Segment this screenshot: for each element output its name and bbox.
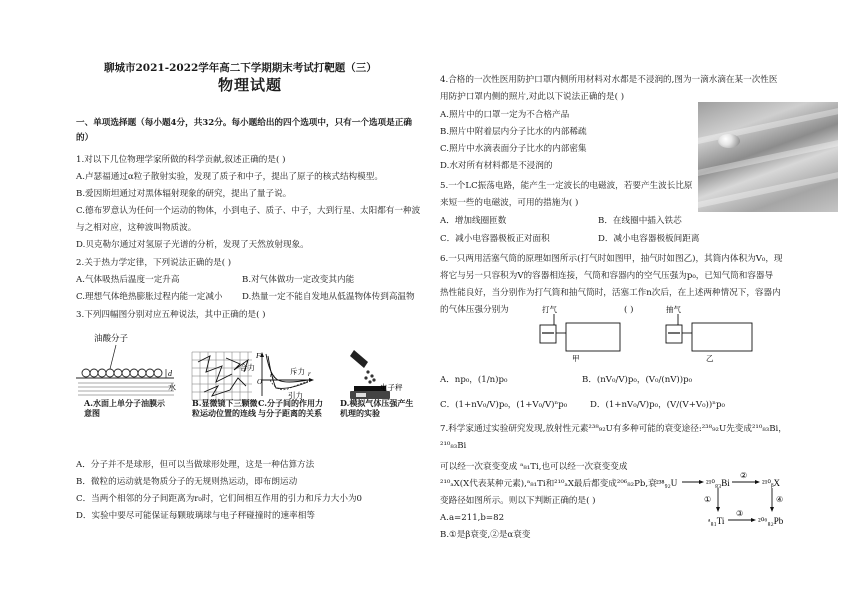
decay-step-1: ① — [704, 495, 712, 504]
q6-option-c: C．(1+nV₀/V)p₀，(1+V₀/V)ⁿp₀ — [440, 400, 568, 410]
uranium-node: ²³⁸₉₂U — [656, 478, 678, 488]
q5-stem-cont: 来短一些的电磁波，可用的措施为( ) — [440, 198, 579, 208]
q4-stem: 4.合格的一次性医用防护口罩内侧所用材料对水都是不浸润的,图为一滴水滴在某一次性医 — [440, 75, 778, 85]
q7-option-a: A.a=211,b=82 — [440, 513, 505, 523]
figure-d-caption: D.模拟气体压强产生机理的实验 — [340, 398, 414, 418]
q3-stem: 3.下列四幅图分别对应五种说法，其中正确的是( ) — [76, 310, 266, 320]
water-drop — [718, 134, 740, 148]
q2-option-d: D.热量一定不能自发地从低温物体传到高温物 — [242, 292, 415, 302]
q1-option-c-cont: 与之相对应，这种波叫物质波。 — [76, 223, 197, 233]
pump-jia-label: 甲 — [572, 354, 580, 363]
q7-stem-line3: 可以经一次衰变变成 ᵃ₈₁Ti,也可以经一次衰变变成 — [440, 462, 628, 472]
net-force-label: 合力 — [240, 363, 255, 372]
q7-stem-line4: ²¹⁰ₐX(X代表某种元素),ᵃ₈₁Ti和²¹⁰ₐX最后都变成²⁰⁶₈₂Pb,衰 — [440, 479, 657, 489]
decay-step-3: ③ — [736, 509, 744, 518]
q4-option-b: B.照片中附着层内分子比水的内部稀疏 — [440, 127, 587, 137]
brownian-motion-figure — [192, 352, 252, 400]
subject-title: 物理试题 — [218, 76, 283, 94]
q5-option-a: A．增加线圈匝数 — [440, 216, 507, 226]
section-heading-cont: 的） — [76, 133, 94, 143]
q6-stem-line2: 将它与另一只容积为V的容器相连接，气筒和容器内的空气压强为p₀，已知气筒和容器导 — [440, 271, 774, 281]
q4-option-a: A.照片中的口罩一定为不合格产品 — [440, 110, 570, 120]
q2-stem: 2.关于热力学定律，下列说法正确的是( ) — [76, 258, 232, 268]
mask-water-drop-photo — [698, 102, 838, 212]
lead-node: ²⁰⁶₈₂Pb — [758, 516, 784, 526]
figure-a-caption: A.水面上单分子油膜示意图 — [84, 398, 165, 418]
q5-option-d: D．减小电容器极板间距离 — [598, 234, 700, 244]
gas-pressure-figure — [340, 348, 404, 402]
decay-step-2: ② — [740, 471, 748, 480]
pump-label: 打气 — [542, 305, 557, 314]
q1-option-b: B.爱因斯坦通过对黑体辐射现象的研究，提出了量子说。 — [76, 189, 292, 199]
q1-option-d: D.贝克勒尔通过对氢原子光谱的分析，发现了天然放射现象。 — [76, 240, 309, 250]
repulsion-label: 斥力 — [290, 367, 305, 376]
water-label: 水 — [168, 383, 176, 392]
exam-title: 聊城市2021-2022学年高二下学期期末考试打靶题（三） — [104, 62, 377, 74]
q6-stem-line1: 6.一只两用活塞气筒的原理如图所示(打气时如图甲，抽气时如图乙)，其筒内体积为V₀，现 — [440, 254, 783, 264]
q3-option-c: C．当两个相邻的分子间距离为r₀时，它们间相互作用的引力和斥力大小为0 — [76, 494, 363, 504]
q6-stem-line3: 热性能良好，当分别作为打气筒和抽气筒时，活塞工作n次后，在上述两种情况下，容器内 — [440, 288, 781, 298]
pump-figure-jia — [520, 303, 626, 363]
balance-label: 电子秤 — [380, 383, 403, 392]
q4-option-c: C.照片中水滴表面分子比水的内部密集 — [440, 144, 587, 154]
q4-stem-cont: 用防护口罩内侧的照片,对此以下说法正确的是( ) — [440, 92, 625, 102]
decay-step-4: ④ — [776, 495, 784, 504]
thickness-label: d — [168, 369, 172, 378]
q4-option-d: D.水对所有材料都是不浸润的 — [440, 161, 553, 171]
q6-answer-blank: ( ) — [624, 305, 634, 315]
q3-option-d: D．实验中要尽可能保证每颗玻璃球与电子秤碰撞时的速率相等 — [76, 511, 315, 521]
oil-film-figure — [76, 327, 178, 397]
q1-option-a: A.卢瑟福通过α粒子散射实验，发现了质子和中子，提出了原子的核式结构模型。 — [76, 172, 383, 182]
origin-label: O — [257, 378, 263, 386]
q1-option-c: C.德布罗意认为任何一个运动的物体，小到电子、质子、中子，大到行星、太阳都有一种波 — [76, 206, 421, 216]
q7-stem-line5: 变路径如图所示。则以下判断正确的是( ) — [440, 496, 596, 506]
q5-stem: 5.一个LC振荡电路，能产生一定波长的电磁波，若要产生波长比原 — [440, 181, 693, 191]
q2-option-a: A.气体吸热后温度一定升高 — [76, 275, 180, 285]
q3-option-a: A．分子并不是球形，但可以当做球形处理，这是一种估算方法 — [76, 460, 315, 470]
figure-b-caption: B.显微镜下三颗微粒运动位置的连线 — [192, 398, 258, 418]
element-x-node: ²¹⁰ᵦX — [762, 478, 781, 488]
q6-option-a: A．np₀，(1/n)p₀ — [440, 375, 508, 385]
distance-axis-label: r — [308, 370, 311, 378]
thallium-node: ᵃ₈₁Ti — [708, 516, 725, 526]
q6-option-d: D．(1+nV₀/V)p₀，(V/(V+V₀))ⁿp₀ — [590, 400, 725, 410]
pump-yi-label: 乙 — [706, 354, 714, 363]
pump-figure-yi — [660, 303, 766, 363]
q5-option-c: C．减小电容器极板正对面积 — [440, 234, 550, 244]
q6-stem-line4: 的气体压强分别为 — [440, 305, 509, 315]
q2-option-c: C.理想气体绝热膨胀过程内能一定减小 — [76, 292, 223, 302]
bismuth-node: ²¹⁰₈₃Bi — [706, 478, 730, 488]
q6-option-b: B．(nV₀/V)p₀，(V₀/(nV))p₀ — [582, 375, 693, 385]
q7-stem-line2: ²¹⁰₈₃Bi — [440, 441, 467, 451]
r0-label: r₀ — [270, 372, 275, 379]
suck-label: 抽气 — [666, 305, 681, 314]
attraction-label: 引力 — [288, 391, 303, 400]
force-axis-label: F — [256, 351, 261, 360]
q1-stem: 1.对以下几位物理学家所做的科学贡献,叙述正确的是( ) — [76, 155, 286, 165]
q3-option-b: B．微粒的运动就是物质分子的无规则热运动，即布朗运动 — [76, 477, 298, 487]
decay-path-diagram — [654, 470, 804, 532]
section-heading: 一、单项选择题（每小题4分，共32分。每小题给出的四个选项中，只有一个选项是正确 — [76, 118, 412, 128]
figure-c-caption: C.分子间的作用力与分子距离的关系 — [258, 398, 324, 418]
q7-option-b: B.①是β衰变,②是α衰变 — [440, 530, 531, 540]
oil-molecule-label: 油酸分子 — [94, 333, 129, 343]
oil-molecules — [82, 369, 162, 377]
q2-option-b: B.对气体做功一定改变其内能 — [242, 275, 355, 285]
q7-stem-line1: 7.科学家通过实验研究发现,放射性元素²³⁸₉₂U有多种可能的衰变途径:²³⁸₉₂U先变成²¹⁰₈₃Bi， — [440, 424, 787, 434]
q5-option-b: B．在线圈中插入铁芯 — [598, 216, 682, 226]
molecular-force-figure — [240, 350, 314, 400]
